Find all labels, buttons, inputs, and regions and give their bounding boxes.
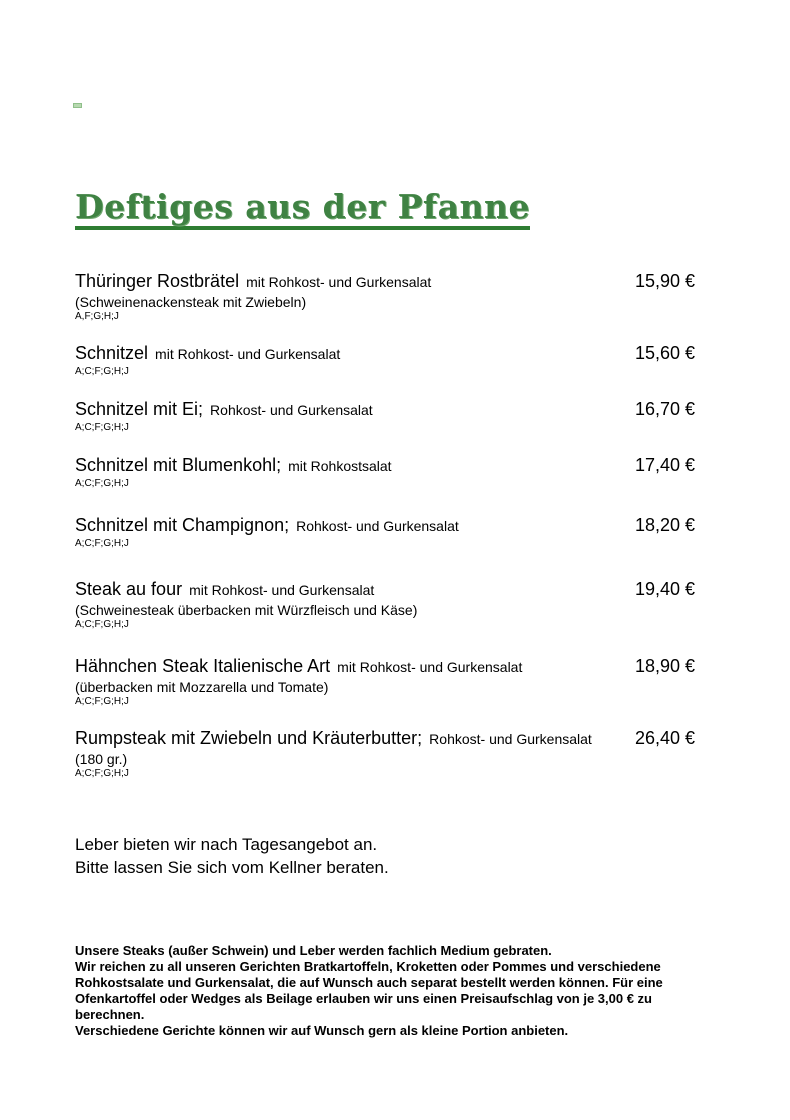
footer-paragraph-portions: Verschiedene Gerichte können wir auf Wunsch gern als kleine Portion anbieten. — [75, 1023, 569, 1038]
item-description: mit Rohkost- und Gurkensalat — [246, 274, 432, 290]
menu-item-haehnchen-steak — [75, 655, 695, 708]
menu-item-steak-au-four — [75, 578, 695, 631]
item-name: Hähnchen Steak Italienische Art — [75, 656, 331, 676]
item-line — [75, 655, 695, 678]
item-name: Steak au four — [75, 579, 183, 599]
item-allergens: A;C;F;G;H;J — [75, 696, 129, 707]
stray-highlight-mark — [73, 103, 82, 108]
item-price: 19,40 € — [634, 579, 695, 599]
item-name: Thüringer Rostbrätel — [75, 271, 240, 291]
menu-item-thueringer-rostbraetel — [75, 270, 695, 323]
daily-note-line1: Leber bieten wir nach Tagesangebot an. — [75, 835, 378, 854]
item-description: mit Rohkost- und Gurkensalat — [337, 659, 523, 675]
item-line — [75, 270, 695, 293]
item-name: Schnitzel mit Blumenkohl; — [75, 455, 282, 475]
item-price: 15,90 € — [634, 271, 695, 291]
item-allergens: A;C;F;G;H;J — [75, 366, 129, 377]
item-description: Rohkost- und Gurkensalat — [429, 731, 592, 747]
item-allergens: A;C;F;G;H;J — [75, 619, 129, 630]
item-description: mit Rohkost- und Gurkensalat — [155, 346, 341, 362]
title-section — [75, 187, 695, 230]
daily-note-line2: Bitte lassen Sie sich vom Kellner beraten. — [75, 858, 389, 877]
item-subtitle: (überbacken mit Mozzarella und Tomate) — [75, 679, 329, 695]
item-allergens: A,F;G;H;J — [75, 311, 119, 322]
item-description: mit Rohkostsalat — [288, 458, 392, 474]
footer-paragraph-steaks: Unsere Steaks (außer Schwein) und Leber werden fachlich Medium gebraten. — [75, 943, 552, 958]
item-line — [75, 454, 695, 477]
menu-item-rumpsteak — [75, 727, 695, 780]
item-line — [75, 578, 695, 601]
item-price: 18,90 € — [634, 656, 695, 676]
item-line — [75, 342, 695, 365]
item-price: 18,20 € — [634, 515, 695, 535]
item-description: Rohkost- und Gurkensalat — [210, 402, 373, 418]
page-title: Deftiges aus der Pfanne — [75, 190, 530, 230]
menu-item-schnitzel — [75, 342, 695, 378]
menu-item-schnitzel-mit-champignon — [75, 514, 695, 550]
item-allergens: A;C;F;G;H;J — [75, 422, 129, 433]
item-subtitle: (Schweinesteak überbacken mit Würzfleisch und Käse) — [75, 602, 418, 618]
item-name: Schnitzel mit Champignon; — [75, 515, 290, 535]
item-subtitle: (180 gr.) — [75, 751, 128, 767]
item-name: Schnitzel — [75, 343, 149, 363]
menu-content — [75, 187, 695, 1039]
menu-item-schnitzel-mit-ei — [75, 398, 695, 434]
item-subtitle: (Schweinenackensteak mit Zwiebeln) — [75, 294, 307, 310]
item-price: 15,60 € — [634, 343, 695, 363]
item-description: Rohkost- und Gurkensalat — [296, 518, 459, 534]
menu-item-schnitzel-mit-blumenkohl — [75, 454, 695, 490]
item-name: Schnitzel mit Ei; — [75, 399, 204, 419]
footer-info — [75, 943, 695, 1039]
item-allergens: A;C;F;G;H;J — [75, 768, 129, 779]
item-price: 16,70 € — [634, 399, 695, 419]
item-name: Rumpsteak mit Zwiebeln und Kräuterbutter; — [75, 728, 423, 748]
item-allergens: A;C;F;G;H;J — [75, 538, 129, 549]
item-line — [75, 727, 695, 750]
footer-paragraph-sides: Wir reichen zu all unseren Gerichten Bratkartoffeln, Kroketten oder Pommes und verschiedene Rohkostsalate und Gurkensalat, die auf Wunsch auch separat bestellt werden können. Für eine Ofenkartoffel oder Wedges als Beilage erlauben wir uns einen Preisaufschlag von je 3,00 € zu berechnen. — [75, 959, 663, 1022]
daily-special-note — [75, 833, 695, 879]
item-description: mit Rohkost- und Gurkensalat — [189, 582, 375, 598]
item-line — [75, 398, 695, 421]
item-line — [75, 514, 695, 537]
item-allergens: A;C;F;G;H;J — [75, 478, 129, 489]
item-price: 26,40 € — [634, 728, 695, 748]
item-price: 17,40 € — [634, 455, 695, 475]
